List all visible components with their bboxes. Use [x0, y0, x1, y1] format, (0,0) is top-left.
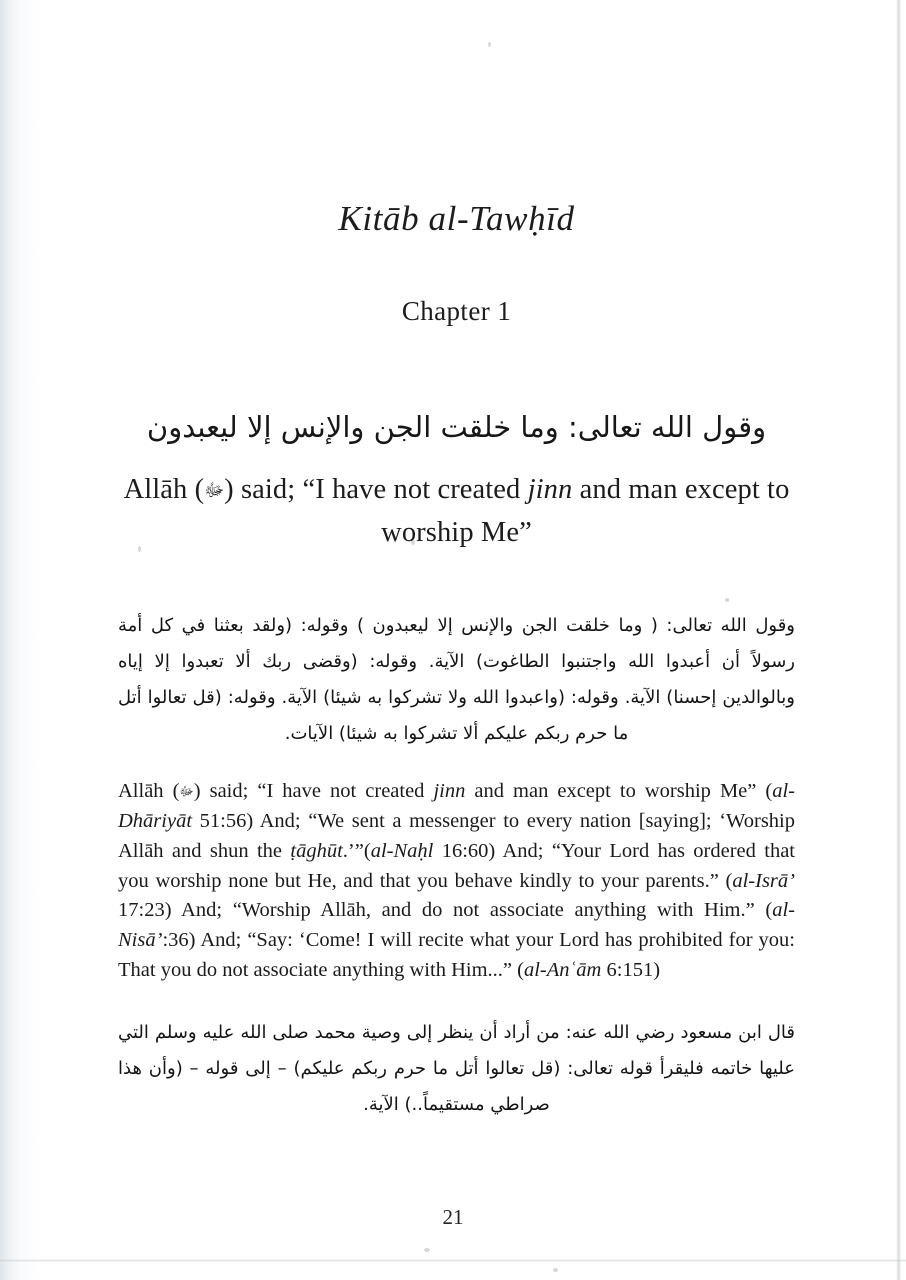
italic-taghut: ṭāghūt — [290, 839, 343, 862]
translation-segment: .’”( — [342, 839, 371, 862]
verse-heading-arabic: وقول الله تعالى: وما خلقت الجن والإنس إلا ليعبدون — [146, 410, 767, 444]
arabic-narration-passage: قال ابن مسعود رضي الله عنه: من أراد أن ينظر إلى وصية محمد صلى الله عليه وسلم التي عليها خاتمه فليقرأ قوله تعالى: (قل تعالوا أتل ما حرم ربكم عليكم) – إلى قوله – (وأن هذا صراطي مستقيماً..) الآية. — [118, 1021, 795, 1115]
translation-segment: 6:151) — [601, 959, 661, 981]
page-gutter-shadow — [0, 0, 42, 1280]
page-number: 21 — [442, 1205, 464, 1229]
allah-honorific-glyph: ﷻ — [204, 480, 225, 501]
allah-honorific-glyph: ﷻ — [179, 783, 194, 799]
heading-text-segment: Allāh ( — [123, 473, 205, 505]
verse-heading-english — [118, 450, 795, 555]
heading-text-segment: ) said; “I have not created — [224, 473, 528, 505]
translation-segment: 17:23) And; “Worship Allāh, and do not associate anything with Him.” ( — [118, 899, 773, 922]
citation-al-anam: al-Anʿām — [523, 959, 602, 981]
english-translation-paragraph — [118, 752, 795, 986]
heading-text-segment: and man except to worship Me” — [381, 473, 790, 548]
translation-segment: Allāh ( — [118, 780, 180, 803]
translation-segment: ) said; “I have not created — [193, 780, 434, 803]
translation-segment: 51:56) And; “We sent a messenger to every nation [saying]; ‘Worship Allāh and shun the — [118, 809, 795, 862]
heading-italic-jinn: jinn — [527, 473, 573, 505]
citation-al-dhariyat: al-Dhāriyāt — [118, 780, 796, 832]
citation-al-nahl: al-Naḥl — [370, 839, 434, 862]
citation-al-isra: al-Isrā’ — [732, 869, 795, 892]
book-title: Kitāb al-Tawḥīd — [338, 199, 575, 238]
page-text-column — [118, 0, 795, 1280]
page-edge-right — [896, 0, 902, 1280]
arabic-quran-passage: وقول الله تعالى: ( وما خلقت الجن والإنس إلا ليعبدون ) وقوله: (ولقد بعثنا في كل أمة رسولاً أن أعبدوا الله واجتنبوا الطاغوت) الآية. وقوله: (وقضى ربك ألا تعبدوا إلا إياه وبالوالدين إحسنا) الآية. وقوله: (واعبدوا الله ولا تشركوا به شيئا) الآية. وقوله: (قل تعالوا أتل ما حرم ربكم عليكم ألا تشركوا به شيئا) الآيات. — [118, 615, 795, 745]
translation-segment: and man except to worship Me” ( — [465, 780, 773, 803]
chapter-label: Chapter 1 — [401, 296, 512, 326]
italic-jinn: jinn — [433, 780, 466, 803]
translation-segment: :36) And; “Say: ‘Come! I will recite what your Lord has prohibited for you: That you do not associate anything with Him...” ( — [118, 929, 795, 981]
citation-al-nisa: al-Nisā’ — [118, 899, 795, 952]
translation-segment: 16:60) And; “Your Lord has ordered that you worship none but He, and that you behave kindly to your parents.” ( — [118, 839, 795, 892]
